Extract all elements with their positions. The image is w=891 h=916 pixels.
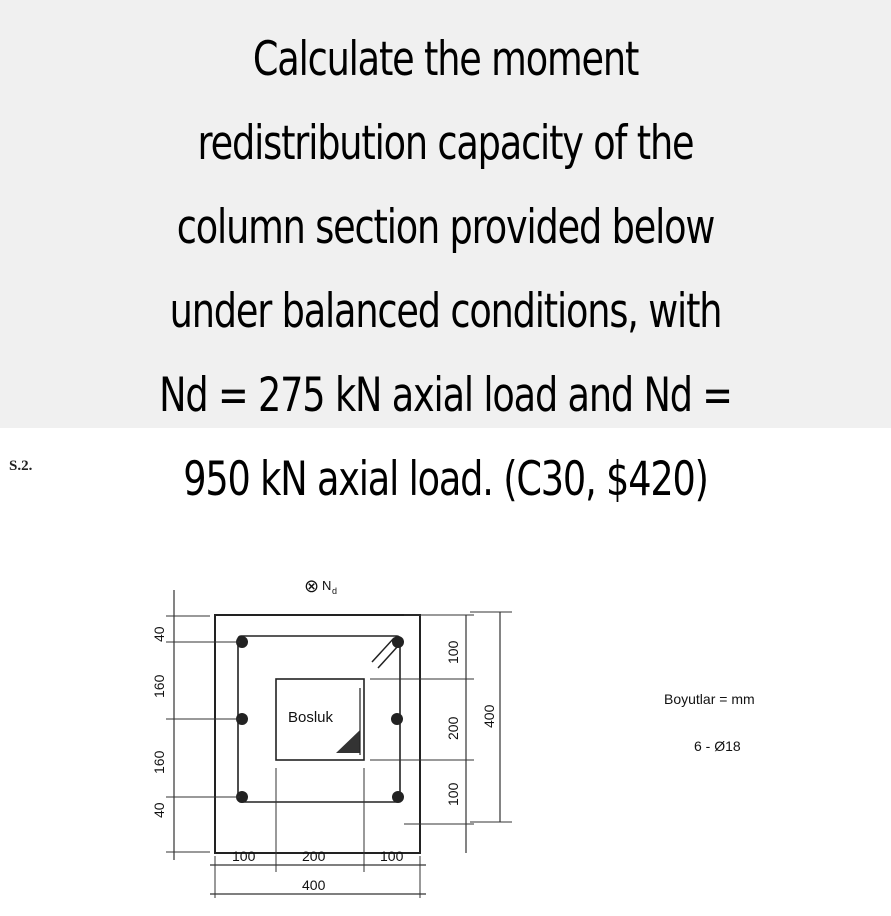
dim-bottom-100-left: 100 (232, 848, 256, 864)
question-line: Nd = 275 kN axial load and Nd = (159, 368, 732, 423)
units-note: Boyutlar = mm (664, 691, 755, 707)
void-shading (336, 730, 360, 753)
column-section-drawing (0, 560, 891, 916)
rebar (391, 713, 403, 725)
dim-bottom-total: 400 (302, 877, 326, 893)
dim-right-100-bottom: 100 (445, 782, 461, 806)
rebar (392, 636, 404, 648)
question-text (129, 18, 762, 522)
load-label: N (322, 578, 332, 593)
question-line: Calculate the moment (252, 32, 639, 87)
question-line: under balanced conditions, with (169, 284, 722, 339)
dim-left-40-bottom: 40 (151, 802, 167, 818)
void-label: Bosluk (288, 709, 334, 726)
dim-right-200: 200 (445, 716, 461, 740)
dim-bottom-100-right: 100 (380, 848, 404, 864)
question-number: S.2. (9, 458, 33, 474)
dim-bottom-200: 200 (302, 848, 326, 864)
question-line: redistribution capacity of the (197, 116, 694, 171)
load-subscript: d (332, 586, 338, 596)
question-line: 950 kN axial load. (C30, $420) (183, 452, 708, 507)
dim-right-total: 400 (481, 704, 497, 728)
load-symbol-icon: ⊗ (304, 576, 320, 596)
dim-left-160-bottom: 160 (151, 750, 167, 774)
rebar (392, 791, 404, 803)
dim-left-160-top: 160 (151, 674, 167, 698)
rebar-note: 6 - Ø18 (694, 738, 741, 754)
outer-section-outline (215, 615, 420, 853)
dim-left-40-top: 40 (151, 626, 167, 642)
dim-right-100-top: 100 (445, 640, 461, 664)
question-line: column section provided below (176, 200, 715, 255)
